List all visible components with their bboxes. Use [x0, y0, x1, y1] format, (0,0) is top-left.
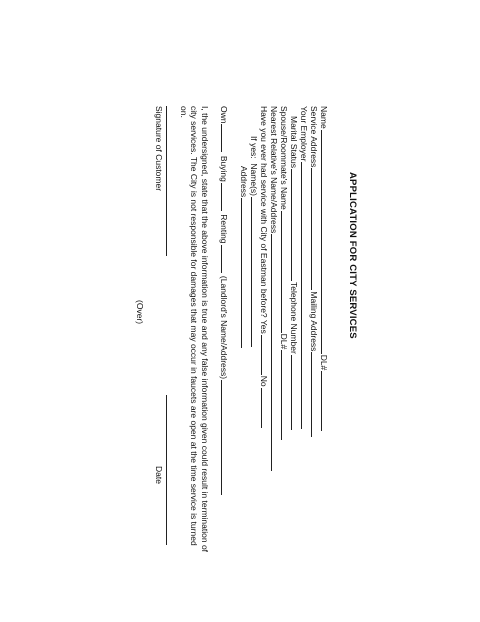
date-label: Date: [154, 466, 164, 484]
renting-label: Renting: [219, 214, 229, 244]
spouse-line: [281, 211, 290, 333]
employer-row: [299, 106, 310, 430]
dl2-label: DL#: [279, 333, 289, 350]
statement-paragraph: I, the undersigned, state that the above information is true and any false information given could result in termination of city services. The City is not responsible for damages that may occur in faucets are open at the time service is turned on.: [179, 106, 210, 553]
employer-line: [301, 162, 310, 429]
residence-row: [219, 106, 230, 496]
dl2-line: [281, 350, 290, 440]
names-line: [251, 197, 260, 347]
form-title: APPLICATION FOR CITY SERVICES: [347, 172, 358, 339]
marital-row: [289, 116, 300, 431]
no-label: No: [259, 375, 269, 387]
buying-line: [221, 183, 230, 211]
dl-label: DL#: [319, 354, 329, 371]
name-label: Name: [319, 106, 329, 129]
marital-status-label: Marital Status: [289, 116, 299, 168]
had-service-label: Have you ever had service with City of Eastman before? Yes: [259, 106, 269, 334]
employer-label: Your Employer: [299, 106, 309, 162]
name-line: [321, 130, 330, 354]
own-label: Own: [219, 106, 229, 124]
landlord-label: (Landlord's Name/Address): [219, 275, 229, 380]
address-label: Address: [239, 166, 249, 198]
no-line: [261, 388, 270, 428]
had-service-row: [259, 106, 270, 429]
spouse-label: Spouse/Roommate's Name: [279, 106, 289, 210]
mailing-address-line: [311, 352, 320, 437]
if-yes-row: [249, 136, 260, 348]
if-yes-label: If yes:: [249, 136, 259, 159]
address-row: [239, 166, 250, 349]
over-label: (Over): [135, 300, 145, 325]
mailing-address-label: Mailing Address: [309, 291, 319, 352]
service-address-label: Service Address: [309, 106, 319, 168]
relative-label: Nearest Relative's Name/Address: [269, 106, 279, 234]
telephone-label: Telephone Number: [289, 281, 299, 354]
own-line: [221, 124, 230, 152]
buying-label: Buying: [219, 155, 229, 182]
service-address-line: [311, 168, 320, 290]
names-label: Name(s): [249, 163, 259, 197]
renting-line: [221, 245, 230, 273]
address-line: [241, 198, 250, 348]
yes-line: [261, 335, 270, 375]
landlord-line: [221, 380, 230, 495]
date-line: [166, 395, 167, 545]
signature-label: Signature of Customer: [154, 106, 164, 192]
dl-line: [321, 371, 330, 431]
signature-line: [166, 106, 167, 256]
marital-status-line: [291, 169, 300, 281]
spouse-row: [279, 106, 290, 441]
name-row: [319, 106, 330, 432]
service-address-row: [309, 106, 320, 438]
relative-row: [269, 106, 280, 472]
relative-line: [271, 234, 280, 471]
telephone-line: [291, 355, 300, 430]
